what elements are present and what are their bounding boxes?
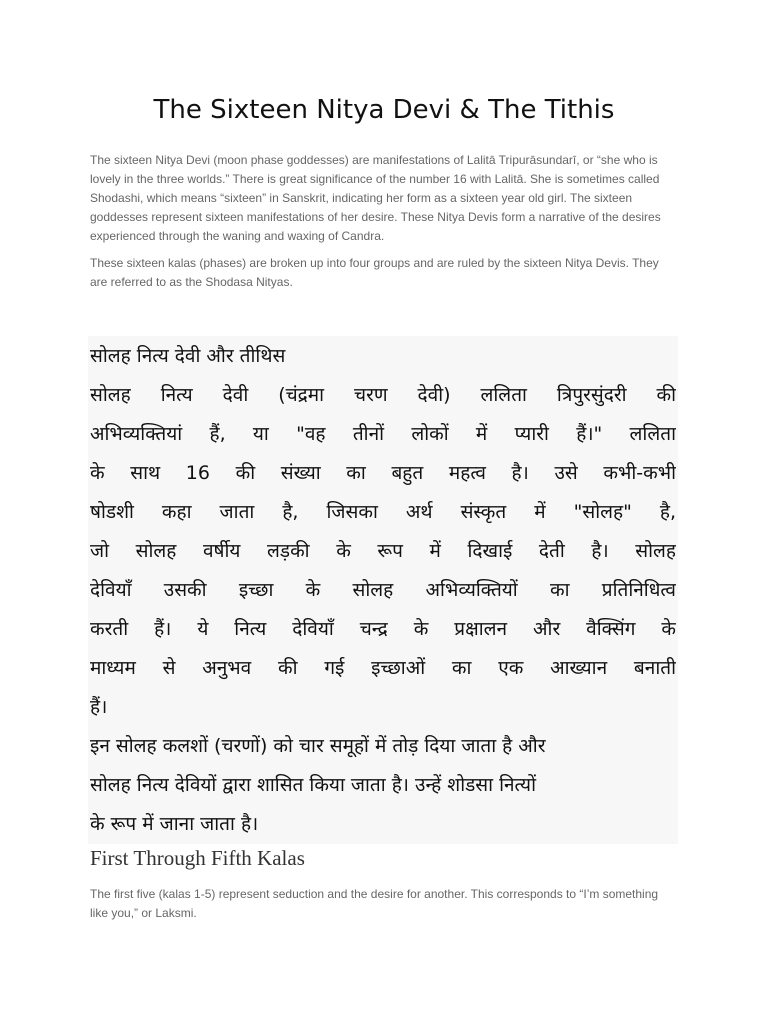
hindi-translation-block (88, 336, 678, 844)
hindi-line: सोलह नित्य देवियों द्वारा शासित किया जाता है। उन्हें शोडसा नित्यों (90, 774, 537, 796)
hindi-line: षोडशी कहा जाता है, जिसका अर्थ संस्कृत में "सोलह" है, (90, 501, 676, 523)
hindi-line: के साथ 16 की संख्या का बहुत महत्व है। उसे कभी-कभी (90, 462, 676, 484)
section-paragraph: The first five (kalas 1-5) represent seduction and the desire for another. This corresponds to “I’m something like you,” or Laksmi. (90, 887, 659, 920)
hindi-line: जो सोलह वर्षीय लड़की के रूप में दिखाई देती है। सोलह (90, 540, 676, 562)
hindi-line: माध्यम से अनुभव की गई इच्छाओं का एक आख्यान बनाती (90, 657, 676, 679)
intro-paragraph: These sixteen kalas (phases) are broken up into four groups and are ruled by the sixteen Nitya Devis. They are referred to as the Shodasa Nityas. (90, 256, 659, 289)
hindi-line: देवियाँ उसकी इच्छा के सोलह अभिव्यक्तियों का प्रतिनिधित्व (90, 579, 676, 601)
intro-paragraph: The sixteen Nitya Devi (moon phase goddesses) are manifestations of Lalitā Tripurāsundarī, or “she who is lovely in the three worlds.” There is great significance of the number 16 with Lalitā. She is sometimes called Shodashi, which means “sixteen” in Sanskrit, indicating her form as a sixteen year old girl. The sixteen goddesses represent sixteen manifestations of her desire. These Nitya Devis form a narrative of the desires experienced through the waning and waxing of Candra. (90, 153, 661, 243)
hindi-line: अभिव्यक्तियां हैं, या "वह तीनों लोकों में प्यारी हैं।" ललिता (90, 423, 676, 445)
page-title: The Sixteen Nitya Devi & The Tithis (153, 95, 615, 125)
hindi-line: हैं। (90, 696, 108, 718)
hindi-line: इन सोलह कलशों (चरणों) को चार समूहों में तोड़ दिया जाता है और (90, 735, 546, 757)
hindi-line: के रूप में जाना जाता है। (90, 813, 259, 835)
hindi-heading: सोलह नित्य देवी और तीथिस (90, 345, 286, 367)
hindi-line: करती हैं। ये नित्य देवियाँ चन्द्र के प्रक्षालन और वैक्सिंग के (90, 618, 676, 640)
section-heading: First Through Fifth Kalas (90, 846, 305, 870)
hindi-line: सोलह नित्य देवी (चंद्रमा चरण देवी) ललिता त्रिपुरसुंदरी की (90, 384, 676, 406)
